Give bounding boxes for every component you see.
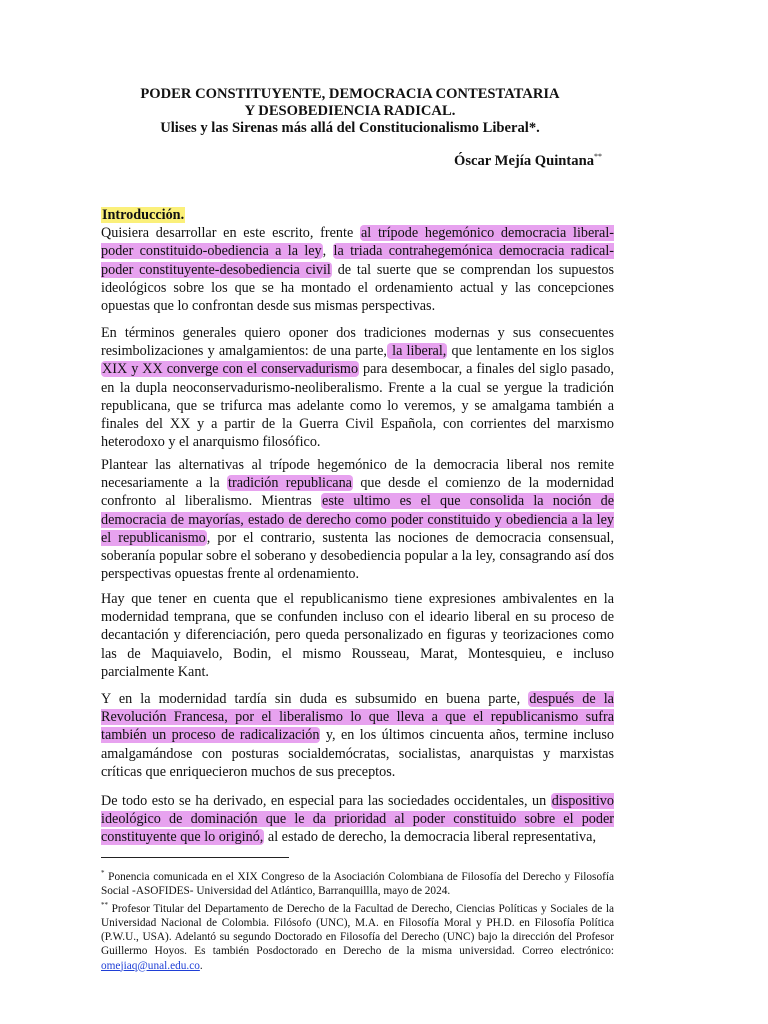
author-name-text: Óscar Mejía Quintana <box>454 152 594 169</box>
intro-text-2: , <box>322 243 333 260</box>
introduction-section <box>101 206 614 315</box>
p3-text-2: que desde el comienzo de la modernidad confronto al liberalismo. Mientras <box>101 475 615 510</box>
p3-text-1: Plantear las alternativas al trípode hegemónico de la democracia liberal nos remite necesariamente a la <box>101 457 614 492</box>
highlight: este ultimo es el que consolida la noción de democracia de mayorías, estado de derecho como poder constituido y obediencia a la ley el republicanismo <box>101 493 614 546</box>
highlight: XIX y XX converge con el conservadurismo <box>102 361 359 378</box>
title-line-1: PODER CONSTITUYENTE, DEMOCRACIA CONTESTATARIA <box>140 86 560 102</box>
title-line-3: Ulises y las Sirenas más allá del Constitucionalismo Liberal*. <box>160 120 540 136</box>
p2-text-2: que lentamente en los siglos <box>447 343 614 360</box>
p4-text: Hay que tener en cuenta que el republicanismo tiene expresiones ambivalentes en la modernidad temprana, que se confunden incluso con el ideario liberal en su proceso de decantación y diferenciación, pero queda personalizado en figuras y teorizaciones como las de Maquiavelo, Bodin, el mismo Rousseau, Marat, Montesquieu, e incluso parcialmente Kant. <box>101 591 614 680</box>
p6-text-1: De todo esto se ha derivado, en especial para las sociedades occidentales, un <box>101 793 551 809</box>
p2-text-1: En términos generales quiero oponer dos tradiciones modernas y sus consecuentes resimbolizaciones y amalgamientos: de una parte, <box>101 325 614 360</box>
footnote-2 <box>101 898 614 973</box>
intro-text-3: de tal suerte que se comprendan los supuestos ideológicos sobre los que se ha montado el ordenamiento actual y las concepciones opuestas que lo confrontan desde sus mismas perspectivas. <box>101 261 614 315</box>
footnote-1 <box>101 866 614 898</box>
paragraph-2 <box>101 324 614 451</box>
email-link[interactable]: omejiaq@unal.edu.co <box>101 959 200 972</box>
footnote-2-mark: ** <box>101 901 108 909</box>
p3-text-3: , por el contrario, sustenta las nociones de democracia consensual, soberanía popular sobre el soberano y desobediencia popular a la ley, consagrando así dos perspectivas opuestas frente al ordenamiento. <box>101 529 614 583</box>
highlight: la liberal, <box>387 343 447 360</box>
paragraph-4 <box>101 590 614 681</box>
title-line-2: Y DESOBEDIENCIA RADICAL. <box>244 103 456 119</box>
document-title <box>100 86 600 137</box>
intro-text-1: Quisiera desarrollar en este escrito, frente <box>101 225 360 242</box>
intro-heading: Introducción. <box>102 207 185 223</box>
email-end: . <box>199 959 203 972</box>
highlight: la triada contrahegemónica democracia radical-poder constituyente-desobediencia civil <box>101 243 615 278</box>
footnote-1-mark: * <box>101 869 105 877</box>
paragraph-6 <box>101 792 614 847</box>
email-label: Correo electrónico: <box>522 945 614 958</box>
highlight: después de la Revolución Francesa, por el liberalismo lo que lleva a que el republicanismo sufra también un proceso de radicalización <box>101 691 614 744</box>
p2-text-3: para desembocar, a finales del siglo pasado, en la dupla neoconservadurismo-neoliberalismo. Frente a la cual se yergue la tradición republicana, que se trifurca mas adelante como lo veremos, y se amalgama también a finales del XX y a partir de la Guerra Civil Española, con corrientes del marxismo heterodoxo y el anarquismo filosófico. <box>101 361 615 451</box>
p5-text-1: Y en la modernidad tardía sin duda es subsumido en buena parte, <box>101 691 529 707</box>
p5-text-2: y, en los últimos cincuenta años, termine incluso amalgamándose con posturas socialdemócratas, socialistas, anarquistas y marxistas críticas que enriquecieron muchos de sus preceptos. <box>101 727 614 780</box>
p6-text-2: al estado de derecho, la democracia liberal representativa, <box>264 829 596 846</box>
footnote-1-text: Ponencia comunicada en el XIX Congreso de la Asociación Colombiana de Filosofía del Derecho y Filosofía Social -ASOFIDES- Universidad del Atlántico, Barranquillla, mayo de 2024. <box>101 870 615 897</box>
paragraph-3 <box>101 456 614 583</box>
footnote-separator <box>101 857 289 858</box>
footnote-2-text: Profesor Titular del Departamento de Derecho de la Facultad de Derecho, Ciencias Políticas y Sociales de la Universidad Nacional de Colombia. Filósofo (UNC), M.A. en Filosofía Moral y PH.D. en Filosofía Política (P.W.U., USA). Adelantó su segundo Doctorado en Filosofía del Derecho (UNC) bajo la dirección del Profesor Guillermo Hoyos. Es también Posdoctorado en Derecho de la misma universidad. <box>101 902 614 958</box>
highlight: tradición republicana <box>228 475 352 492</box>
author-name <box>454 152 602 170</box>
highlight: dispositivo ideológico de dominación que le da prioridad al poder constituido sobre el poder constituyente que lo originó, <box>101 793 614 846</box>
paragraph-5 <box>101 690 614 781</box>
author-footnote-mark: ** <box>594 152 602 161</box>
highlight: al trípode hegemónico democracia liberal-poder constituido-obediencia a la ley <box>101 225 614 260</box>
